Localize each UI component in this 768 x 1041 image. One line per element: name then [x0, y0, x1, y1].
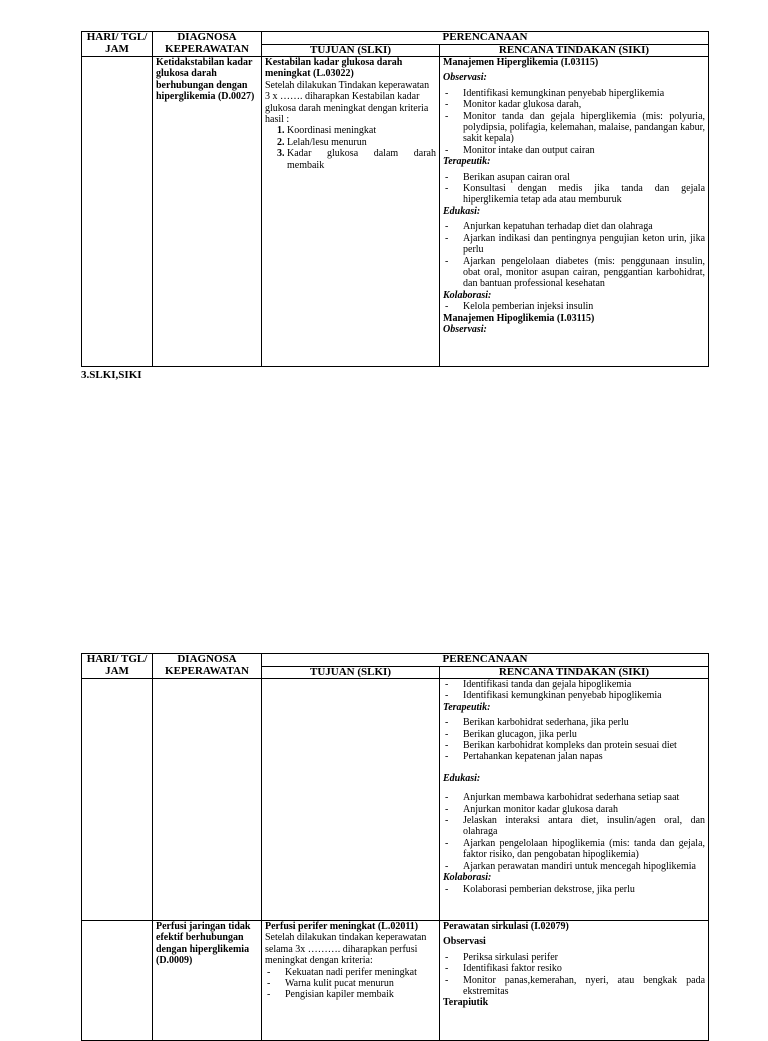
list-item: - Berikan karbohidrat sederhana, jika perlu: [443, 717, 705, 728]
header-goal-slki: TUJUAN (SLKI): [262, 666, 440, 679]
header-planning: PERENCANAAN: [262, 654, 709, 667]
list-item: - Anjurkan membawa karbohidrat sederhana setiap saat: [443, 792, 705, 803]
collaboration-label: Kolaborasi:: [443, 872, 492, 884]
collaboration-list: [443, 884, 705, 895]
cell-diagnosis: [153, 57, 262, 367]
list-item: - Monitor kadar glukosa darah,: [443, 99, 705, 110]
header-planning: PERENCANAAN: [262, 32, 709, 45]
observation-list: [443, 952, 705, 998]
education-list: [443, 792, 705, 872]
cell-goal: [262, 921, 440, 1041]
list-item: - Anjurkan monitor kadar glukosa darah: [443, 804, 705, 815]
observation-label: Observasi:: [443, 72, 487, 84]
cell-diagnosis: [153, 921, 262, 1041]
list-item: - Kolaborasi pemberian dekstrose, jika perlu: [443, 884, 705, 895]
cell-day-date-time: [82, 921, 153, 1041]
collaboration-label: Kolaborasi:: [443, 289, 492, 301]
list-item: - Periksa sirkulasi perifer: [443, 952, 705, 963]
goal-text: Setelah dilakukan Tindakan keperawatan 3 x ……. diharapkan Kestabilan kadar glukosa darah meningkat dengan kriteria hasil :: [265, 79, 430, 126]
therapeutic-list: [443, 172, 705, 206]
education-label: Edukasi:: [443, 772, 481, 784]
therapeutic-label: Terapeutik:: [443, 701, 491, 713]
list-item: - Kelola pemberian injeksi insulin: [443, 301, 705, 312]
cell-diagnosis: [153, 679, 262, 921]
outcome-criteria-list: [265, 967, 436, 1001]
list-item: 3. Kadar glukosa dalam darah membaik: [287, 148, 436, 171]
list-item: - Identifikasi faktor resiko: [443, 963, 705, 974]
goal-title: Perfusi perifer meningkat (L.02011): [265, 921, 419, 932]
header-nursing-diagnosis: DIAGNOSA KEPERAWATAN: [153, 654, 262, 679]
care-plan-table-1: [81, 31, 709, 367]
list-item: - Monitor panas,kemerahan, nyeri, atau bengkak pada ekstremitas: [443, 975, 705, 998]
list-item: - Kekuatan nadi perifer meningkat: [265, 967, 436, 978]
list-item: 2. Lelah/lesu menurun: [287, 137, 436, 148]
siki-title: Manajemen Hiperglikemia (I.03115): [443, 57, 599, 68]
cell-action-plan: [440, 57, 709, 367]
list-item: - Pengisian kapiler membaik: [265, 989, 436, 1000]
therapeutic-label: Terapiutik: [443, 997, 489, 1009]
list-item: - Identifikasi tanda dan gejala hipoglikemia: [443, 679, 705, 690]
observation-list: [443, 88, 705, 156]
list-item: - Berikan glucagon, jika perlu: [443, 729, 705, 740]
education-label: Edukasi:: [443, 205, 481, 217]
header-nursing-diagnosis: DIAGNOSA KEPERAWATAN: [153, 32, 262, 57]
outcome-criteria-list: [265, 125, 436, 171]
cell-action-plan: [440, 679, 709, 921]
cell-action-plan: [440, 921, 709, 1041]
cell-day-date-time: [82, 679, 153, 921]
list-item: - Berikan asupan cairan oral: [443, 172, 705, 183]
diagnosis-text: Ketidakstabilan kadar glukosa darah berhubungan dengan hiperglikemia (D.0027): [156, 57, 255, 103]
goal-text: Setelah dilakukan tindakan keperawatan selama 3x ………. diharapkan perfusi meningkat dengan kriteria:: [265, 932, 427, 967]
list-item: 1. Koordinasi meningkat: [287, 125, 436, 136]
observation-list: [443, 679, 705, 702]
header-action-plan-siki: RENCANA TINDAKAN (SIKI): [440, 666, 709, 679]
cell-day-date-time: [82, 57, 153, 367]
header-day-date-time: HARI/ TGL/ JAM: [82, 654, 153, 679]
observation-label: Observasi:: [443, 323, 487, 335]
goal-title: Kestabilan kadar glukosa darah meningkat (L.03022): [265, 57, 403, 80]
collaboration-list: [443, 301, 705, 312]
section-caption: 3.SLKI,SIKI: [81, 369, 142, 381]
diagnosis-text: Perfusi jaringan tidak efektif berhubungan dengan hiperglikemia (D.0009): [156, 921, 251, 967]
list-item: - Ajarkan perawatan mandiri untuk mencegah hipoglikemia: [443, 861, 705, 872]
list-item: - Anjurkan kepatuhan terhadap diet dan olahraga: [443, 221, 705, 232]
list-item: - Berikan karbohidrat kompleks dan protein sesuai diet: [443, 740, 705, 751]
list-item: - Monitor tanda dan gejala hiperglikemia (mis: polyuria, polydipsia, polifagia, kelemahan, malaise, pandangan kabur, sakit kepala): [443, 111, 705, 145]
care-plan-table-2: [81, 653, 709, 1041]
list-item: - Pertahankan kepatenan jalan napas: [443, 751, 705, 762]
header-day-date-time: HARI/ TGL/ JAM: [82, 32, 153, 57]
header-goal-slki: TUJUAN (SLKI): [262, 44, 440, 57]
list-item: - Identifikasi kemungkinan penyebab hipoglikemia: [443, 690, 705, 701]
cell-goal: [262, 57, 440, 367]
list-item: - Ajarkan pengelolaan diabetes (mis: penggunaan insulin, obat oral, monitor asupan cairan, penggantian karbohidrat, dan bantuan professional kesehatan: [443, 256, 705, 290]
header-action-plan-siki: RENCANA TINDAKAN (SIKI): [440, 44, 709, 57]
therapeutic-list: [443, 717, 705, 763]
list-item: - Ajarkan pengelolaan hipoglikemia (mis: tanda dan gejala, faktor risiko, dan pengobatan hipoglikemia): [443, 838, 705, 861]
list-item: - Identifikasi kemungkinan penyebab hiperglikemia: [443, 88, 705, 99]
siki-title: Perawatan sirkulasi (I.02079): [443, 921, 569, 932]
list-item: - Jelaskan interaksi antara diet, insulin/agen oral, dan olahraga: [443, 815, 705, 838]
list-item: - Konsultasi dengan medis jika tanda dan gejala hiperglikemia tetap ada atau memburuk: [443, 183, 705, 206]
siki-title-hypoglycemia: Manajemen Hipoglikemia (I.03115): [443, 312, 595, 324]
cell-goal: [262, 679, 440, 921]
education-list: [443, 221, 705, 289]
therapeutic-label: Terapeutik:: [443, 156, 491, 168]
list-item: - Warna kulit pucat menurun: [265, 978, 436, 989]
list-item: - Ajarkan indikasi dan pentingnya pengujian keton urin, jika perlu: [443, 233, 705, 256]
list-item: - Monitor intake dan output cairan: [443, 145, 705, 156]
observation-label: Observasi: [443, 936, 486, 948]
